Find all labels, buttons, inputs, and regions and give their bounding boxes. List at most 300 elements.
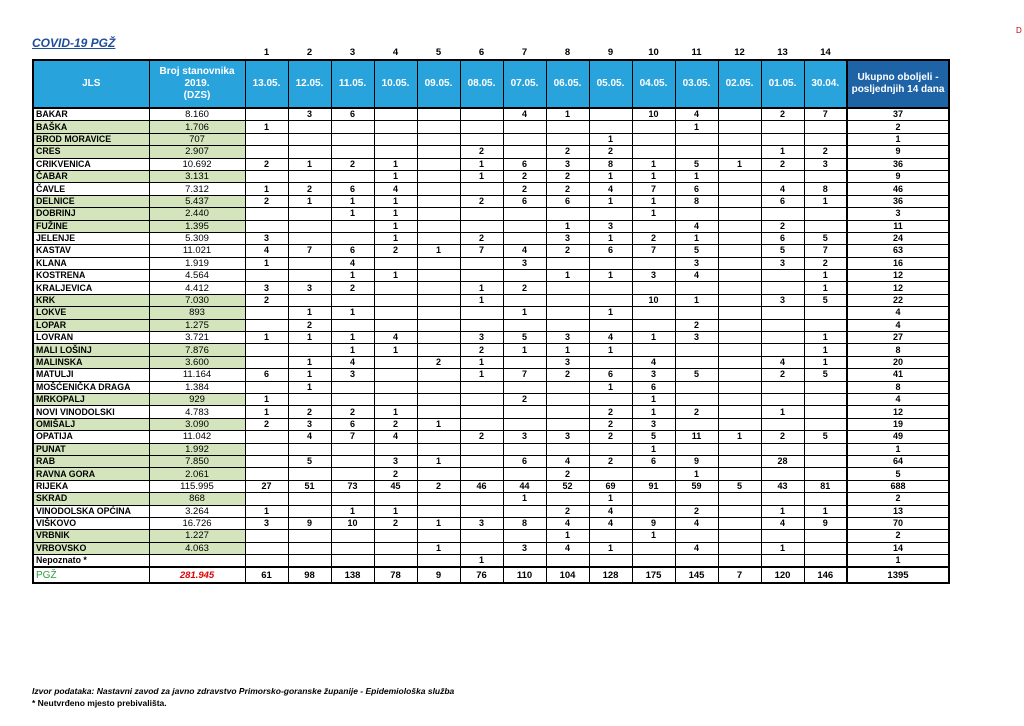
column-number: 6 [478,47,485,58]
case-count-cell: 10 [632,294,675,306]
case-count-cell: 4 [546,517,589,529]
case-count-cell: 3 [245,517,288,529]
municipality-name: BAŠKA [33,121,149,133]
population-cell: 4.564 [149,270,245,282]
case-count-cell [374,121,417,133]
case-count-cell: 1 [245,121,288,133]
case-count-cell [417,232,460,244]
case-count-cell: 1 [417,455,460,467]
case-count-cell [417,220,460,232]
case-count-cell [288,146,331,158]
case-count-cell [718,344,761,356]
case-count-cell: 1 [546,270,589,282]
case-count-cell: 2 [589,431,632,443]
case-count-cell [675,393,718,405]
case-count-cell: 1 [804,505,847,517]
population-cell: 10.692 [149,158,245,170]
municipality-name: VINODOLSKA OPĆINA [33,505,149,517]
case-count-cell: 4 [761,183,804,195]
case-count-cell: 2 [675,406,718,418]
summary-day-total: 175 [632,567,675,583]
case-count-cell: 3 [460,517,503,529]
case-count-cell: 3 [675,332,718,344]
case-count-cell [417,257,460,269]
case-count-cell: 1 [589,381,632,393]
municipality-name: VIŠKOVO [33,517,149,529]
case-count-cell: 1 [460,170,503,182]
case-count-cell [503,146,546,158]
row-total-cell: 49 [847,431,949,443]
case-count-cell: 1 [374,220,417,232]
header-date: 10.05. [374,60,417,108]
table-row [33,257,949,269]
case-count-cell: 4 [675,108,718,121]
case-count-cell: 1 [460,282,503,294]
table-row [33,183,949,195]
case-count-cell: 91 [632,480,675,492]
case-count-cell [761,270,804,282]
case-count-cell [546,121,589,133]
case-count-cell [460,121,503,133]
table-row [33,381,949,393]
column-number: 9 [607,47,614,58]
case-count-cell [417,443,460,455]
case-count-cell [589,356,632,368]
municipality-name: LOVRAN [33,332,149,344]
case-count-cell: 1 [460,356,503,368]
case-count-cell [718,133,761,145]
case-count-cell [589,443,632,455]
case-count-cell [417,158,460,170]
case-count-cell [331,294,374,306]
population-cell: 3.721 [149,332,245,344]
case-count-cell [288,493,331,505]
case-count-cell [417,381,460,393]
case-count-cell: 1 [417,517,460,529]
row-total-cell: 20 [847,356,949,368]
case-count-cell [804,455,847,467]
row-total-cell: 63 [847,245,949,257]
case-count-cell [245,319,288,331]
case-count-cell: 2 [460,232,503,244]
population-cell: 1.395 [149,220,245,232]
case-count-cell [761,381,804,393]
case-count-cell [718,307,761,319]
population-cell: 7.030 [149,294,245,306]
population-cell: 1.992 [149,443,245,455]
case-count-cell [546,133,589,145]
header-date: 04.05. [632,60,675,108]
row-total-cell: 70 [847,517,949,529]
case-count-cell: 1 [374,195,417,207]
municipality-name: DELNICE [33,195,149,207]
municipality-name: NOVI VINODOLSKI [33,406,149,418]
case-count-cell: 6 [761,195,804,207]
case-count-cell [374,307,417,319]
case-count-cell: 4 [632,356,675,368]
case-count-cell [761,307,804,319]
case-count-cell: 1 [589,133,632,145]
row-total-cell: 36 [847,158,949,170]
case-count-cell [761,418,804,430]
column-number: 8 [564,47,571,58]
row-total-cell: 41 [847,369,949,381]
case-count-cell [374,282,417,294]
case-count-cell: 6 [761,232,804,244]
case-count-cell [288,530,331,542]
case-count-cell: 1 [245,406,288,418]
case-count-cell [675,146,718,158]
case-count-cell [718,381,761,393]
case-count-cell [245,133,288,145]
case-count-cell: 3 [503,257,546,269]
case-count-cell: 2 [374,245,417,257]
header-date: 07.05. [503,60,546,108]
case-count-cell: 1 [632,332,675,344]
case-count-cell [503,530,546,542]
summary-day-total: 76 [460,567,503,583]
case-count-cell [761,443,804,455]
case-count-cell: 1 [761,542,804,554]
case-count-cell [503,294,546,306]
case-count-cell [288,220,331,232]
header-jls: JLS [33,60,149,108]
case-count-cell [417,121,460,133]
case-count-cell: 9 [632,517,675,529]
municipality-name: ČAVLE [33,183,149,195]
summary-population: 281.945 [149,567,245,583]
case-count-cell: 28 [761,455,804,467]
case-count-cell [589,319,632,331]
municipality-name: MALI LOŠINJ [33,344,149,356]
case-count-cell [718,257,761,269]
case-count-cell [761,530,804,542]
case-count-cell [331,493,374,505]
case-count-cell: 2 [245,418,288,430]
case-count-cell [460,307,503,319]
row-total-cell: 64 [847,455,949,467]
case-count-cell [460,493,503,505]
case-count-cell: 1 [288,381,331,393]
case-count-cell [417,108,460,121]
case-count-cell [632,133,675,145]
case-count-cell [331,146,374,158]
case-count-cell: 1 [331,195,374,207]
case-count-cell [675,381,718,393]
case-count-cell: 73 [331,480,374,492]
municipality-name: KOSTRENA [33,270,149,282]
case-count-cell: 4 [589,183,632,195]
municipality-name: ČABAR [33,170,149,182]
case-count-cell: 1 [589,232,632,244]
case-count-cell: 5 [675,158,718,170]
case-count-cell: 3 [503,542,546,554]
municipality-name: BROD MORAVICE [33,133,149,145]
case-count-cell [417,555,460,568]
case-count-cell [503,121,546,133]
population-cell: 16.726 [149,517,245,529]
case-count-cell: 1 [632,170,675,182]
header-date: 11.05. [331,60,374,108]
case-count-cell: 2 [417,356,460,368]
case-count-cell: 1 [546,344,589,356]
case-count-cell: 3 [632,270,675,282]
case-count-cell: 5 [675,245,718,257]
case-count-cell: 7 [804,108,847,121]
case-count-cell [761,468,804,480]
case-count-cell: 3 [288,418,331,430]
case-count-cell [718,245,761,257]
case-count-cell: 1 [804,356,847,368]
row-total-cell: 27 [847,332,949,344]
case-count-cell: 2 [761,158,804,170]
case-count-cell [374,369,417,381]
case-count-cell: 3 [546,232,589,244]
case-count-cell [417,319,460,331]
header-total-line1: Ukupno oboljeli - [857,72,939,83]
summary-day-total: 7 [718,567,761,583]
case-count-cell [718,170,761,182]
case-count-cell [245,170,288,182]
case-count-cell [460,319,503,331]
case-count-cell: 4 [675,517,718,529]
case-count-cell: 5 [718,480,761,492]
table-row [33,406,949,418]
row-total-cell: 2 [847,121,949,133]
case-count-cell [288,133,331,145]
header-population [149,60,245,108]
case-count-cell: 2 [331,406,374,418]
case-count-cell: 1 [804,270,847,282]
case-count-cell [546,282,589,294]
case-count-cell: 2 [546,170,589,182]
row-total-cell: 9 [847,170,949,182]
covid-cases-table [32,44,950,584]
case-count-cell [675,282,718,294]
case-count-cell [374,146,417,158]
case-count-cell [675,356,718,368]
case-count-cell [331,121,374,133]
case-count-cell: 3 [374,455,417,467]
case-count-cell [761,393,804,405]
header-population-line3: (DZS) [183,90,211,101]
case-count-cell [675,307,718,319]
case-count-cell: 2 [546,245,589,257]
summary-day-total: 61 [245,567,288,583]
case-count-cell: 2 [589,146,632,158]
case-count-cell [718,393,761,405]
table-row [33,468,949,480]
case-count-cell [417,505,460,517]
case-count-cell: 1 [589,344,632,356]
table-row [33,133,949,145]
case-count-cell [589,108,632,121]
case-count-cell: 2 [374,418,417,430]
population-cell: 11.164 [149,369,245,381]
case-count-cell: 3 [589,220,632,232]
case-count-cell: 6 [331,245,374,257]
case-count-cell [331,542,374,554]
summary-day-total: 9 [417,567,460,583]
column-number: 14 [820,47,831,58]
case-count-cell: 1 [632,195,675,207]
case-count-cell: 1 [245,393,288,405]
case-count-cell: 3 [546,431,589,443]
case-count-cell [417,369,460,381]
case-count-cell: 2 [546,468,589,480]
case-count-cell [245,443,288,455]
case-count-cell [288,257,331,269]
case-count-cell [761,133,804,145]
population-cell [149,555,245,568]
case-count-cell: 6 [632,455,675,467]
case-count-cell [718,195,761,207]
row-total-cell: 1 [847,443,949,455]
case-count-cell: 1 [632,208,675,220]
case-count-cell: 2 [546,505,589,517]
case-count-cell [417,332,460,344]
case-count-cell: 8 [675,195,718,207]
case-count-cell [331,220,374,232]
case-count-cell [675,133,718,145]
case-count-cell [374,108,417,121]
case-count-cell [718,517,761,529]
case-count-cell [460,183,503,195]
case-count-cell [718,555,761,568]
case-count-cell: 7 [804,245,847,257]
table-row [33,480,949,492]
case-count-cell [804,220,847,232]
case-count-cell [460,381,503,393]
case-count-cell: 5 [804,431,847,443]
case-count-cell: 1 [460,294,503,306]
case-count-cell: 2 [503,170,546,182]
case-count-cell [460,133,503,145]
population-cell: 868 [149,493,245,505]
case-count-cell [417,133,460,145]
case-count-cell [374,257,417,269]
summary-day-total: 138 [331,567,374,583]
case-count-cell: 7 [288,245,331,257]
corner-mark: D [1016,26,1022,35]
table-row [33,443,949,455]
municipality-name: LOPAR [33,319,149,331]
case-count-cell: 1 [804,195,847,207]
population-cell: 8.160 [149,108,245,121]
row-total-cell: 11 [847,220,949,232]
case-count-cell: 1 [503,344,546,356]
case-count-cell [718,418,761,430]
case-count-cell [804,542,847,554]
population-cell: 2.440 [149,208,245,220]
case-count-cell: 6 [675,183,718,195]
case-count-cell [245,431,288,443]
case-count-cell: 1 [288,195,331,207]
case-count-cell: 1 [632,393,675,405]
table-row [33,158,949,170]
table-row [33,344,949,356]
header-population-line1: Broj stanovnika [159,66,235,77]
case-count-cell [245,542,288,554]
case-count-cell: 4 [331,356,374,368]
row-total-cell: 12 [847,282,949,294]
case-count-cell [546,208,589,220]
case-count-cell: 2 [761,369,804,381]
case-count-cell [718,356,761,368]
case-count-cell: 1 [589,195,632,207]
municipality-name: MOŠĆENIČKA DRAGA [33,381,149,393]
case-count-cell [288,443,331,455]
municipality-name: MATULJI [33,369,149,381]
case-count-cell [503,381,546,393]
population-cell: 3.090 [149,418,245,430]
case-count-cell: 2 [761,108,804,121]
case-count-cell [288,344,331,356]
header-date: 12.05. [288,60,331,108]
case-count-cell: 5 [761,245,804,257]
case-count-cell: 1 [589,542,632,554]
case-count-cell: 2 [460,344,503,356]
summary-day-total: 128 [589,567,632,583]
case-count-cell [761,555,804,568]
case-count-cell: 2 [632,232,675,244]
case-count-cell: 7 [503,369,546,381]
table-row [33,146,949,158]
case-count-cell [546,294,589,306]
case-count-cell [374,555,417,568]
case-count-cell [331,133,374,145]
case-count-cell [804,393,847,405]
case-count-cell [460,108,503,121]
case-count-cell: 2 [331,282,374,294]
case-count-cell [460,418,503,430]
row-total-cell: 46 [847,183,949,195]
case-count-cell: 1 [374,270,417,282]
row-total-cell: 1 [847,555,949,568]
case-count-cell: 6 [503,158,546,170]
case-count-cell: 2 [761,431,804,443]
population-cell: 11.021 [149,245,245,257]
case-count-cell: 4 [374,431,417,443]
case-count-cell: 10 [632,108,675,121]
case-count-cell [288,393,331,405]
case-count-cell: 2 [589,406,632,418]
case-count-cell [718,542,761,554]
row-total-cell: 1 [847,133,949,145]
case-count-cell: 2 [288,319,331,331]
header-date: 05.05. [589,60,632,108]
case-count-cell [718,468,761,480]
case-count-cell [460,443,503,455]
case-count-cell: 1 [374,406,417,418]
case-count-cell: 1 [675,121,718,133]
population-cell: 1.706 [149,121,245,133]
table-row [33,369,949,381]
population-cell: 7.876 [149,344,245,356]
municipality-name: PUNAT [33,443,149,455]
case-count-cell [718,406,761,418]
row-total-cell: 3 [847,208,949,220]
table-row [33,418,949,430]
case-count-cell: 1 [417,542,460,554]
case-count-cell: 2 [331,158,374,170]
case-count-cell [718,493,761,505]
case-count-cell: 4 [546,542,589,554]
case-count-cell: 2 [589,455,632,467]
case-count-cell [245,108,288,121]
case-count-cell [718,443,761,455]
table-row [33,555,949,568]
